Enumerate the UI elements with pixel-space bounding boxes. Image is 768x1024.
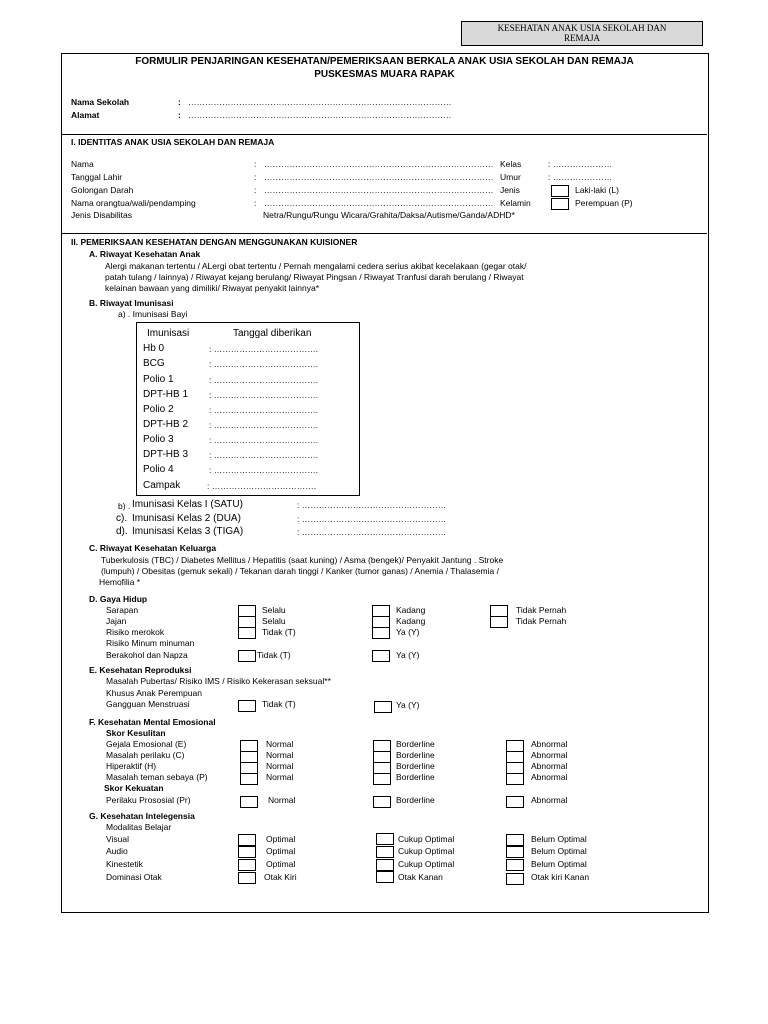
option-checkbox[interactable] <box>238 650 256 662</box>
imm-row-date-field[interactable]: : ………………………………. <box>207 481 317 491</box>
disabilitas-options: Netra/Rungu/Rungu Wicara/Grahita/Daksa/Autisme/Ganda/ADHD* <box>263 210 515 220</box>
imunisasi-kelas-field[interactable]: : …………………………………………… <box>297 514 447 524</box>
option-checkbox[interactable] <box>373 773 391 785</box>
gaya-hidup-label: Sarapan <box>106 605 139 615</box>
imm-row-label: Polio 3 <box>143 434 174 445</box>
option-label: Ya (Y) <box>396 650 420 660</box>
option-label: Normal <box>266 750 294 760</box>
option-label: Belum Optimal <box>531 846 587 856</box>
imm-row-label: Campak <box>143 480 181 491</box>
subsection-d-heading: D. Gaya Hidup <box>89 594 148 604</box>
imm-row-label: DPT-HB 1 <box>143 389 189 400</box>
perempuan-checkbox[interactable] <box>551 198 569 210</box>
kelas-field[interactable]: : ………………… <box>548 159 613 169</box>
umur-label: Umur <box>500 172 521 182</box>
option-label: Borderline <box>396 772 435 782</box>
form-title: FORMULIR PENJARINGAN KESEHATAN/PEMERIKSAAN BERKALA ANAK USIA SEKOLAH DAN REMAJA <box>135 56 634 67</box>
kelas-label: Kelas <box>500 159 522 169</box>
subsection-e-heading: E. Kesehatan Reproduksi <box>89 665 192 675</box>
mental-row-label: Masalah teman sebaya (P) <box>106 772 208 782</box>
imm-row-label: Polio 2 <box>143 404 174 415</box>
subsection-c-heading: C. Riwayat Kesehatan Keluarga <box>89 543 217 553</box>
option-label: Tidak Pernah <box>516 605 567 615</box>
option-label: Abnormal <box>531 739 568 749</box>
option-label: Abnormal <box>531 761 568 771</box>
option-label: Normal <box>266 739 294 749</box>
option-label: Belum Optimal <box>531 834 587 844</box>
option-label: Optimal <box>266 846 296 856</box>
colon: : <box>178 110 181 120</box>
colon: : <box>178 97 181 107</box>
laki-laki-checkbox[interactable] <box>551 185 569 197</box>
gaya-hidup-label: Jajan <box>106 616 127 626</box>
imm-row-date-field[interactable]: : ………………………………. <box>209 450 319 460</box>
imm-row-date-field[interactable]: : ………………………………. <box>209 390 319 400</box>
nama-field[interactable]: ……………………………………………………………………… <box>264 159 494 169</box>
option-label: Kadang <box>396 605 426 615</box>
imm-row-label: Polio 4 <box>143 464 174 475</box>
option-checkbox[interactable] <box>506 834 524 846</box>
option-label: Normal <box>266 761 294 771</box>
option-checkbox[interactable] <box>506 846 524 858</box>
option-checkbox[interactable] <box>238 627 256 639</box>
reproduksi-text-1: Masalah Pubertas/ Risiko IMS / Risiko Kekerasan seksual** <box>106 676 331 686</box>
option-checkbox[interactable] <box>238 872 256 884</box>
form-subtitle: PUSKESMAS MUARA RAPAK <box>314 69 455 80</box>
school-address-label: Alamat <box>71 110 100 120</box>
subsection-f-heading: F. Kesehatan Mental Emosional <box>89 717 216 727</box>
option-label: Otak kiri Kanan <box>531 872 590 882</box>
intelegensia-row-label: Audio <box>106 846 128 856</box>
option-label: Abnormal <box>531 772 568 782</box>
option-label: Ya (Y) <box>396 627 420 637</box>
category-line-2: REMAJA <box>563 33 600 43</box>
option-checkbox[interactable] <box>373 796 391 808</box>
option-label: Borderline <box>396 739 435 749</box>
kelas-prefix: d). <box>116 526 128 537</box>
colon: : <box>254 185 257 195</box>
tanggal-lahir-field[interactable]: ……………………………………………………………………… <box>264 172 494 182</box>
option-checkbox[interactable] <box>240 796 258 808</box>
mental-row-label: Masalah perilaku (C) <box>106 750 185 760</box>
imm-row-date-field[interactable]: : ………………………………. <box>209 465 319 475</box>
option-label: Tidak (T) <box>262 627 296 637</box>
subsection-g-heading: G. Kesehatan Intelegensia <box>89 811 195 821</box>
imm-row-date-field[interactable]: : ………………………………. <box>209 420 319 430</box>
option-label: Cukup Optimal <box>398 846 455 856</box>
option-checkbox[interactable] <box>506 796 524 808</box>
section-1-heading: I. IDENTITAS ANAK USIA SEKOLAH DAN REMAJA <box>71 137 275 147</box>
nama-label: Nama <box>71 159 94 169</box>
school-name-label: Nama Sekolah <box>71 97 130 107</box>
option-checkbox[interactable] <box>238 834 256 846</box>
imm-col-imunisasi: Imunisasi <box>147 328 190 339</box>
category-line-1: KESEHATAN ANAK USIA SEKOLAH DAN <box>497 23 667 33</box>
riwayat-anak-text-2: patah tulang / lainnya) / Riwayat kejang berulang/ Riwayat Pingsan / Riwayat Tranfusi darah berulang / Riwayat <box>105 272 524 282</box>
option-label: Optimal <box>266 834 296 844</box>
gaya-hidup-label: Risiko merokok <box>106 627 165 637</box>
option-checkbox[interactable] <box>240 773 258 785</box>
imm-row-label: DPT-HB 3 <box>143 449 189 460</box>
laki-laki-label: Laki-laki (L) <box>575 185 619 195</box>
option-checkbox[interactable] <box>506 873 524 885</box>
intelegensia-row-label: Visual <box>106 834 129 844</box>
option-checkbox[interactable] <box>506 859 524 871</box>
option-label: Belum Optimal <box>531 859 587 869</box>
kelamin-label: Kelamin <box>500 198 531 208</box>
school-name-field[interactable]: ………………………………………………………………………………… <box>188 97 452 107</box>
imunisasi-kelas-label: Imunisasi Kelas I (SATU) <box>132 499 243 510</box>
option-checkbox[interactable] <box>372 650 390 662</box>
golongan-darah-field[interactable]: ……………………………………………………………………… <box>264 185 494 195</box>
option-label: Abnormal <box>531 795 568 805</box>
umur-field[interactable]: : ………………… <box>548 172 613 182</box>
intelegensia-row-label: Dominasi Otak <box>106 872 162 882</box>
imunisasi-bayi-label: a) . Imunisasi Bayi <box>118 309 188 319</box>
option-label: Tidak (T) <box>262 699 296 709</box>
disabilitas-label: Jenis Disabilitas <box>71 210 132 220</box>
mental-row-label: Hiperaktif (H) <box>106 761 157 771</box>
option-checkbox[interactable] <box>372 627 390 639</box>
school-address-field[interactable]: ………………………………………………………………………………… <box>188 110 452 120</box>
option-label: Borderline <box>396 761 435 771</box>
imm-row-date-field[interactable]: : ………………………………. <box>209 344 319 354</box>
imunisasi-kelas-label: Imunisasi Kelas 3 (TIGA) <box>132 526 244 537</box>
option-checkbox[interactable] <box>238 700 256 712</box>
tanggal-lahir-label: Tanggal Lahir <box>71 172 123 182</box>
option-label: Kadang <box>396 616 426 626</box>
option-label: Tidak Pernah <box>516 616 567 626</box>
kelas-prefix: b) . <box>118 501 131 511</box>
gaya-hidup-label: Berakohol dan Napza <box>106 650 188 660</box>
option-label: Otak Kiri <box>264 872 297 882</box>
option-checkbox[interactable] <box>238 846 256 858</box>
option-checkbox[interactable] <box>374 701 392 713</box>
imm-row-date-field[interactable]: : ………………………………. <box>209 359 319 369</box>
document-category-tag <box>461 21 703 46</box>
imm-row-date-field[interactable]: : ………………………………. <box>209 405 319 415</box>
option-label: Normal <box>266 772 294 782</box>
option-label: Selalu <box>262 605 286 615</box>
option-checkbox[interactable] <box>506 773 524 785</box>
imm-col-tanggal: Tanggal diberikan <box>233 328 312 339</box>
subsection-a-heading: A. Riwayat Kesehatan Anak <box>89 249 201 259</box>
imm-row-date-field[interactable]: : ………………………………. <box>209 435 319 445</box>
riwayat-anak-text-1: Alergi makanan tertentu / ALergi obat tertentu / Pernah mengalami cedera serius akibat kecelakaan (gegar otak/ <box>105 261 527 271</box>
option-checkbox[interactable] <box>490 616 508 628</box>
orangtua-field[interactable]: ……………………………………………………………………… <box>264 198 494 208</box>
option-label: Ya (Y) <box>396 700 420 710</box>
subsection-b-heading: B. Riwayat Imunisasi <box>89 298 174 308</box>
colon: : <box>254 198 257 208</box>
jenis-label: Jenis <box>500 185 520 195</box>
option-label: Optimal <box>266 859 296 869</box>
section-2-heading: II. PEMERIKSAAN KESEHATAN DENGAN MENGGUNAKAN KUISIONER <box>71 237 358 247</box>
colon: : <box>254 172 257 182</box>
option-checkbox[interactable] <box>238 859 256 871</box>
option-label: Otak Kanan <box>398 872 443 882</box>
mental-row-label: Gejala Emosional (E) <box>106 739 187 749</box>
option-label: Abnormal <box>531 750 568 760</box>
option-label: Cukup Optimal <box>398 834 455 844</box>
option-label: Borderline <box>396 750 435 760</box>
riwayat-keluarga-text-1: Tuberkulosis (TBC) / Diabetes Mellitus / Hepatitis (saat kuning) / Asma (bengek)/ Penyakit Jantung . Stroke <box>101 555 504 565</box>
divider <box>62 233 707 234</box>
option-label: Selalu <box>262 616 286 626</box>
mental-row-label: Perilaku Prososial (Pr) <box>106 795 191 805</box>
intelegensia-row-label: Kinestetik <box>106 859 143 869</box>
option-label: Tidak (T) <box>257 650 291 660</box>
option-checkbox[interactable] <box>376 846 394 858</box>
gaya-hidup-label: Risiko Minum minuman <box>106 638 195 648</box>
imunisasi-kelas-field[interactable]: : …………………………………………… <box>297 500 447 510</box>
option-label: Normal <box>268 795 296 805</box>
riwayat-keluarga-text-2: (lumpuh) / Obesitas (gemuk sekali) / Tekanan darah tinggi / Kanker (tumor ganas) / Anemia / Thalasemia / <box>101 566 499 576</box>
option-checkbox[interactable] <box>376 833 394 845</box>
option-checkbox[interactable] <box>376 859 394 871</box>
riwayat-keluarga-text-3: Hemofilia * <box>99 577 141 587</box>
option-label: Borderline <box>396 795 435 805</box>
imm-row-label: Polio 1 <box>143 374 174 385</box>
option-label: Cukup Optimal <box>398 859 455 869</box>
skor-kekuatan-label: Skor Kekuatan <box>104 783 164 793</box>
reproduksi-text-2: Khusus Anak Perempuan <box>106 688 202 698</box>
imm-row-label: DPT-HB 2 <box>143 419 189 430</box>
imm-row-label: Hb 0 <box>143 343 165 354</box>
colon: : <box>254 159 257 169</box>
imunisasi-kelas-field[interactable]: : …………………………………………… <box>297 527 447 537</box>
riwayat-anak-text-3: kelainan bawaan yang dimiliki/ Riwayat penyakit lainnya* <box>105 283 320 293</box>
reproduksi-text-3: Gangguan Menstruasi <box>106 699 190 709</box>
kelas-prefix: c). <box>116 513 128 524</box>
imunisasi-kelas-label: Imunisasi Kelas 2 (DUA) <box>132 513 241 524</box>
modalitas-belajar-label: Modalitas Belajar <box>106 822 172 832</box>
perempuan-label: Perempuan (P) <box>575 198 633 208</box>
option-checkbox[interactable] <box>376 871 394 883</box>
imm-row-label: BCG <box>143 358 165 369</box>
skor-kesulitan-label: Skor Kesulitan <box>106 728 166 738</box>
golongan-darah-label: Golongan Darah <box>71 185 134 195</box>
divider <box>62 134 707 135</box>
imm-row-date-field[interactable]: : ………………………………. <box>209 375 319 385</box>
orangtua-label: Nama orangtua/wali/pendamping <box>71 198 196 208</box>
